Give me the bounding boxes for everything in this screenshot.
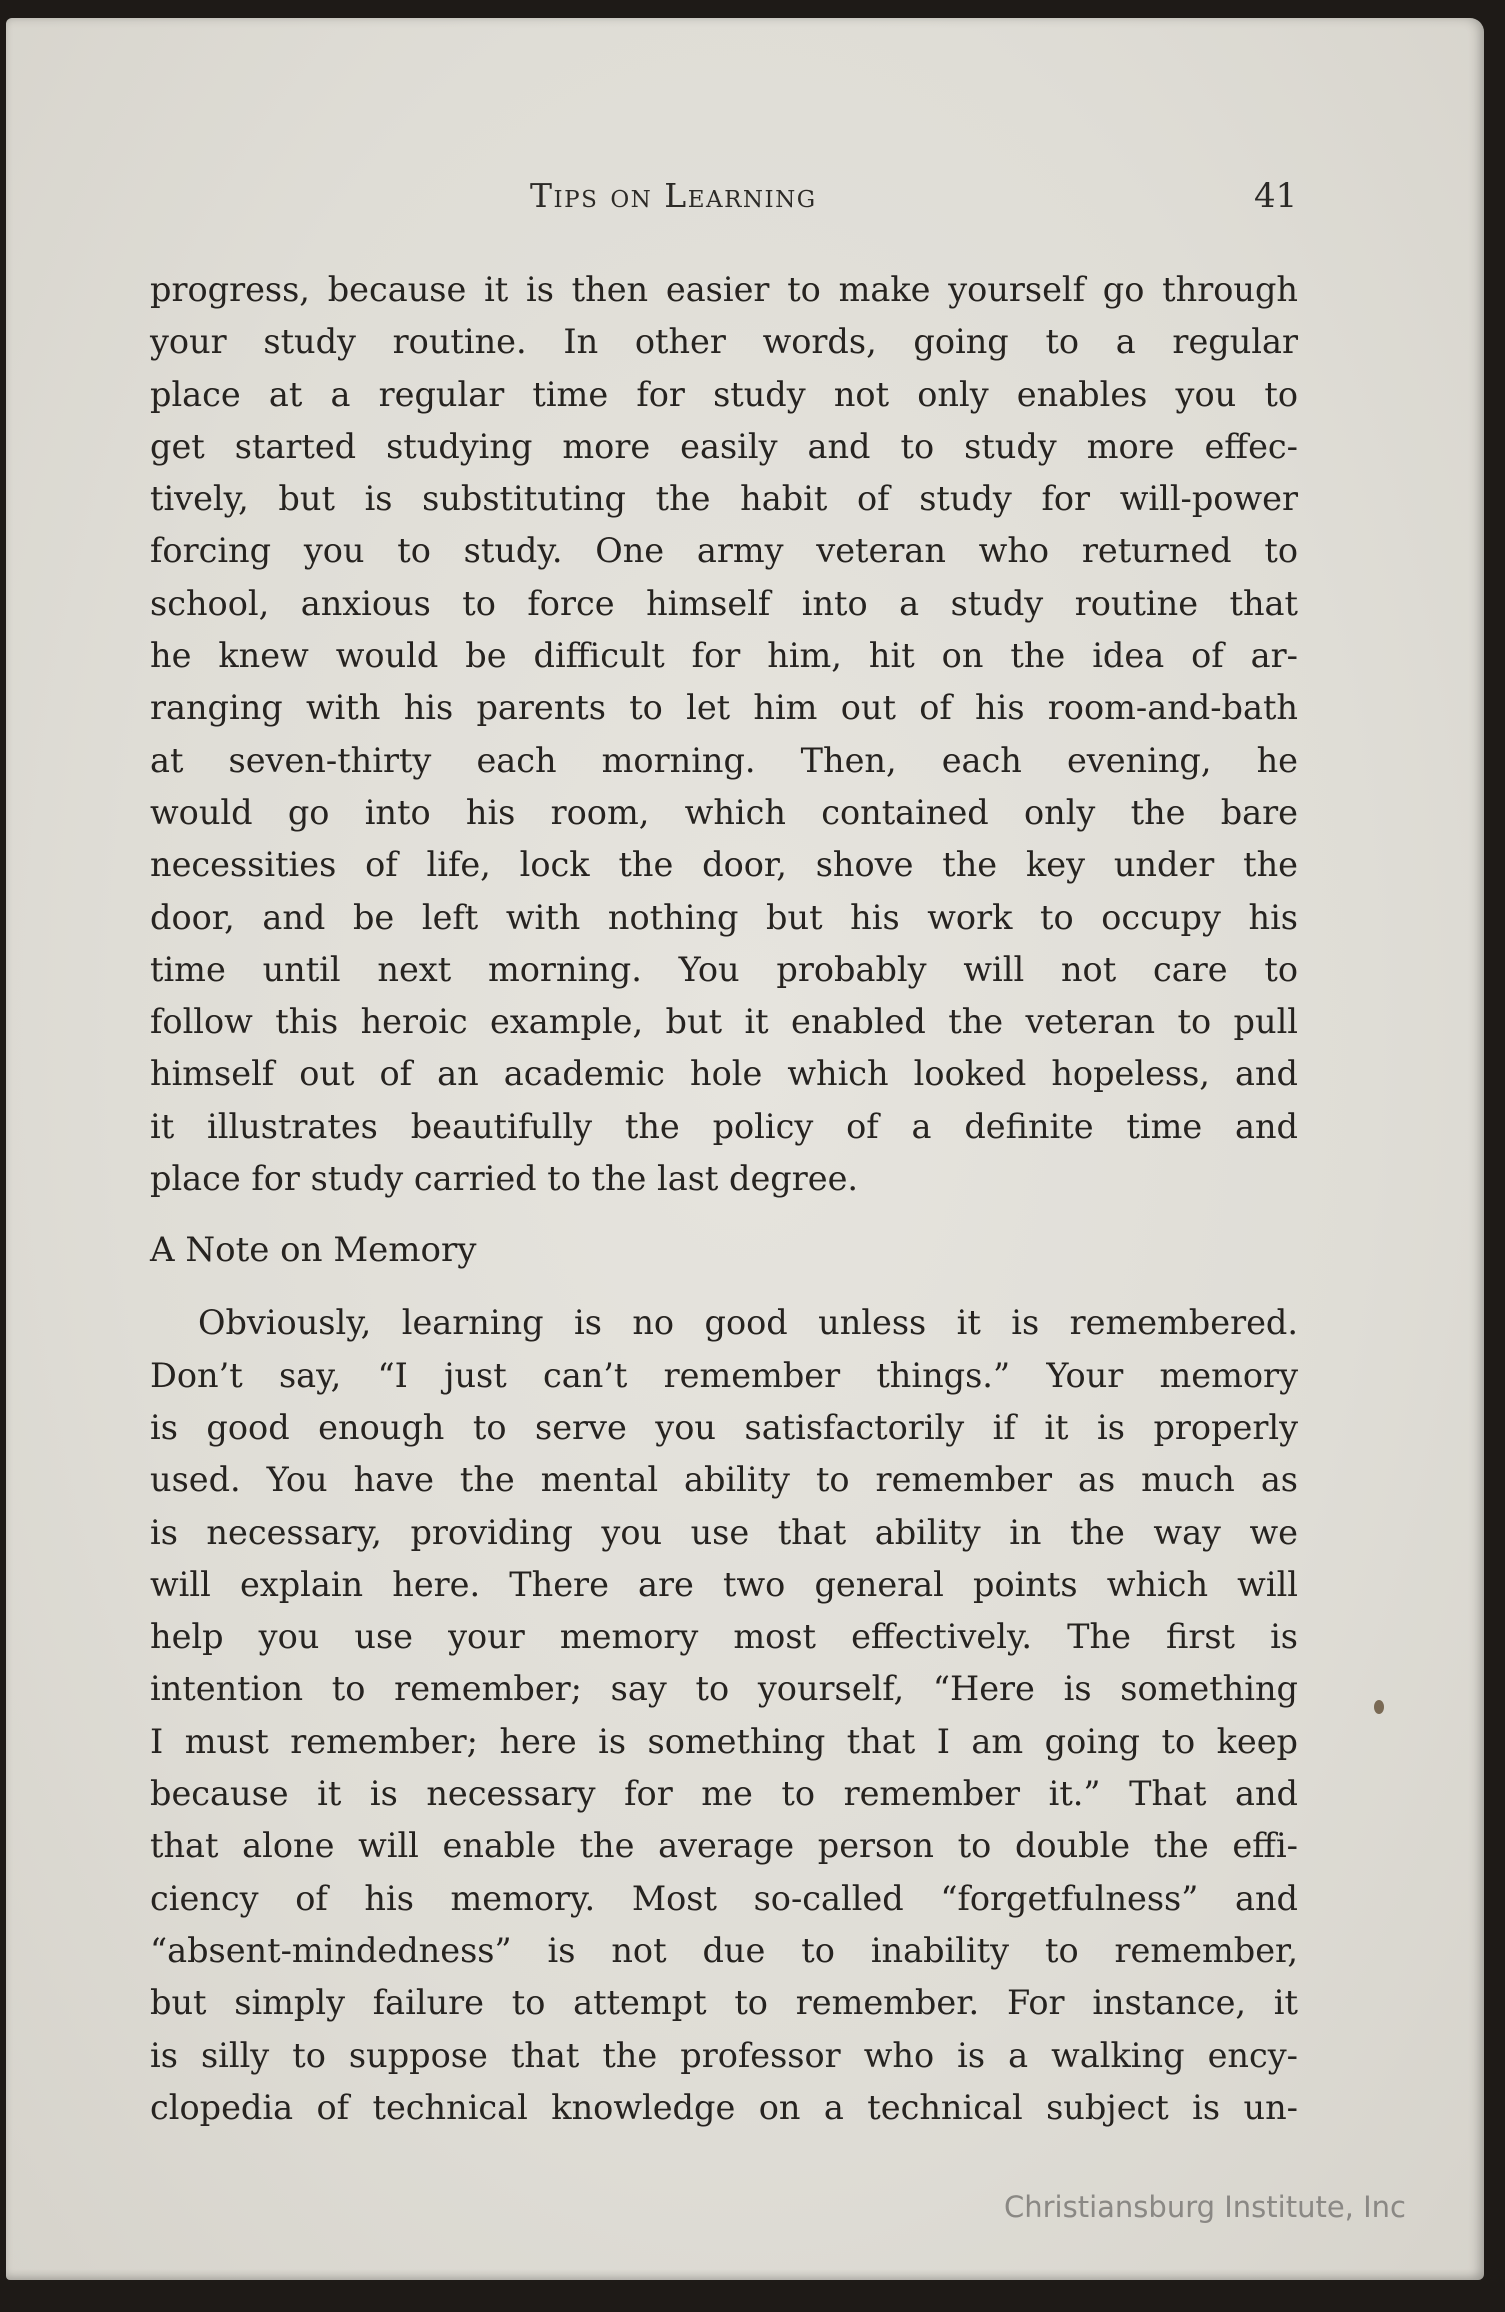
- watermark: Christiansburg Institute, Inc: [1004, 2190, 1406, 2224]
- text-line: that alone will enable the average person to double the effi-: [150, 1826, 1298, 1866]
- text-line: ranging with his parents to let him out of his room-and-bath: [150, 688, 1298, 728]
- text-line: forcing you to study. One army veteran who returned to: [150, 531, 1298, 571]
- text-line: will explain here. There are two general points which will: [150, 1564, 1298, 1604]
- page-title: Tips on Learning: [530, 176, 817, 215]
- text-line: your study routine. In other words, going to a regular: [150, 322, 1298, 362]
- page-number: 41: [1254, 176, 1298, 216]
- text-line: necessities of life, lock the door, shove the key under the: [150, 845, 1298, 885]
- text-line: Don’t say, “I just can’t remember things.” Your memory: [150, 1355, 1298, 1395]
- text-line: time until next morning. You probably will not care to: [150, 949, 1298, 989]
- text-line: ciency of his memory. Most so-called “forgetfulness” and: [150, 1878, 1298, 1918]
- text-line: follow this heroic example, but it enabled the veteran to pull: [150, 1002, 1298, 1042]
- text-line: because it is necessary for me to remember it.” That and: [150, 1774, 1298, 1814]
- text-line: would go into his room, which contained only the bare: [150, 792, 1298, 832]
- text-line: used. You have the mental ability to remember as much as: [150, 1460, 1298, 1500]
- text-line: is silly to suppose that the professor who is a walking ency-: [150, 2035, 1298, 2075]
- section-heading: A Note on Memory: [150, 1230, 477, 1271]
- text-line: door, and be left with nothing but his work to occupy his: [150, 897, 1298, 937]
- text-line: he knew would be difficult for him, hit on the idea of ar-: [150, 636, 1298, 676]
- text-line: progress, because it is then easier to make yourself go through: [150, 270, 1298, 309]
- text-line: it illustrates beautifully the policy of a definite time and: [150, 1106, 1298, 1146]
- text-line: I must remember; here is something that I am going to keep: [150, 1721, 1298, 1761]
- text-line: is good enough to serve you satisfactorily if it is properly: [150, 1407, 1298, 1447]
- paragraph-memory: [150, 1297, 1298, 2134]
- text-line: but simply failure to attempt to remember. For instance, it: [150, 1983, 1298, 2023]
- text-line: help you use your memory most effectively. The first is: [150, 1617, 1298, 1657]
- text-line: place for study carried to the last degree.: [150, 1159, 859, 1199]
- paragraph-habit-study: [150, 264, 1298, 1205]
- text-line: school, anxious to force himself into a study routine that: [150, 583, 1298, 623]
- text-line: intention to remember; say to yourself, “Here is something: [150, 1669, 1298, 1709]
- book-page: [6, 18, 1484, 2280]
- running-head: [6, 166, 1484, 226]
- text-line: Obviously, learning is no good unless it is remembered.: [198, 1303, 1298, 1343]
- body-text: [150, 264, 1298, 2134]
- text-line: tively, but is substituting the habit of study for will-power: [150, 479, 1298, 519]
- text-line: himself out of an academic hole which looked hopeless, and: [150, 1054, 1298, 1094]
- text-line: “absent-mindedness” is not due to inability to remember,: [150, 1930, 1298, 1970]
- text-line: is necessary, providing you use that ability in the way we: [150, 1512, 1298, 1552]
- text-line: clopedia of technical knowledge on a technical subject is un-: [150, 2087, 1298, 2127]
- text-line: get started studying more easily and to study more effec-: [150, 426, 1298, 466]
- text-line: at seven-thirty each morning. Then, each evening, he: [150, 740, 1298, 780]
- text-line: place at a regular time for study not only enables you to: [150, 374, 1298, 414]
- paper-speck: [1374, 1700, 1384, 1714]
